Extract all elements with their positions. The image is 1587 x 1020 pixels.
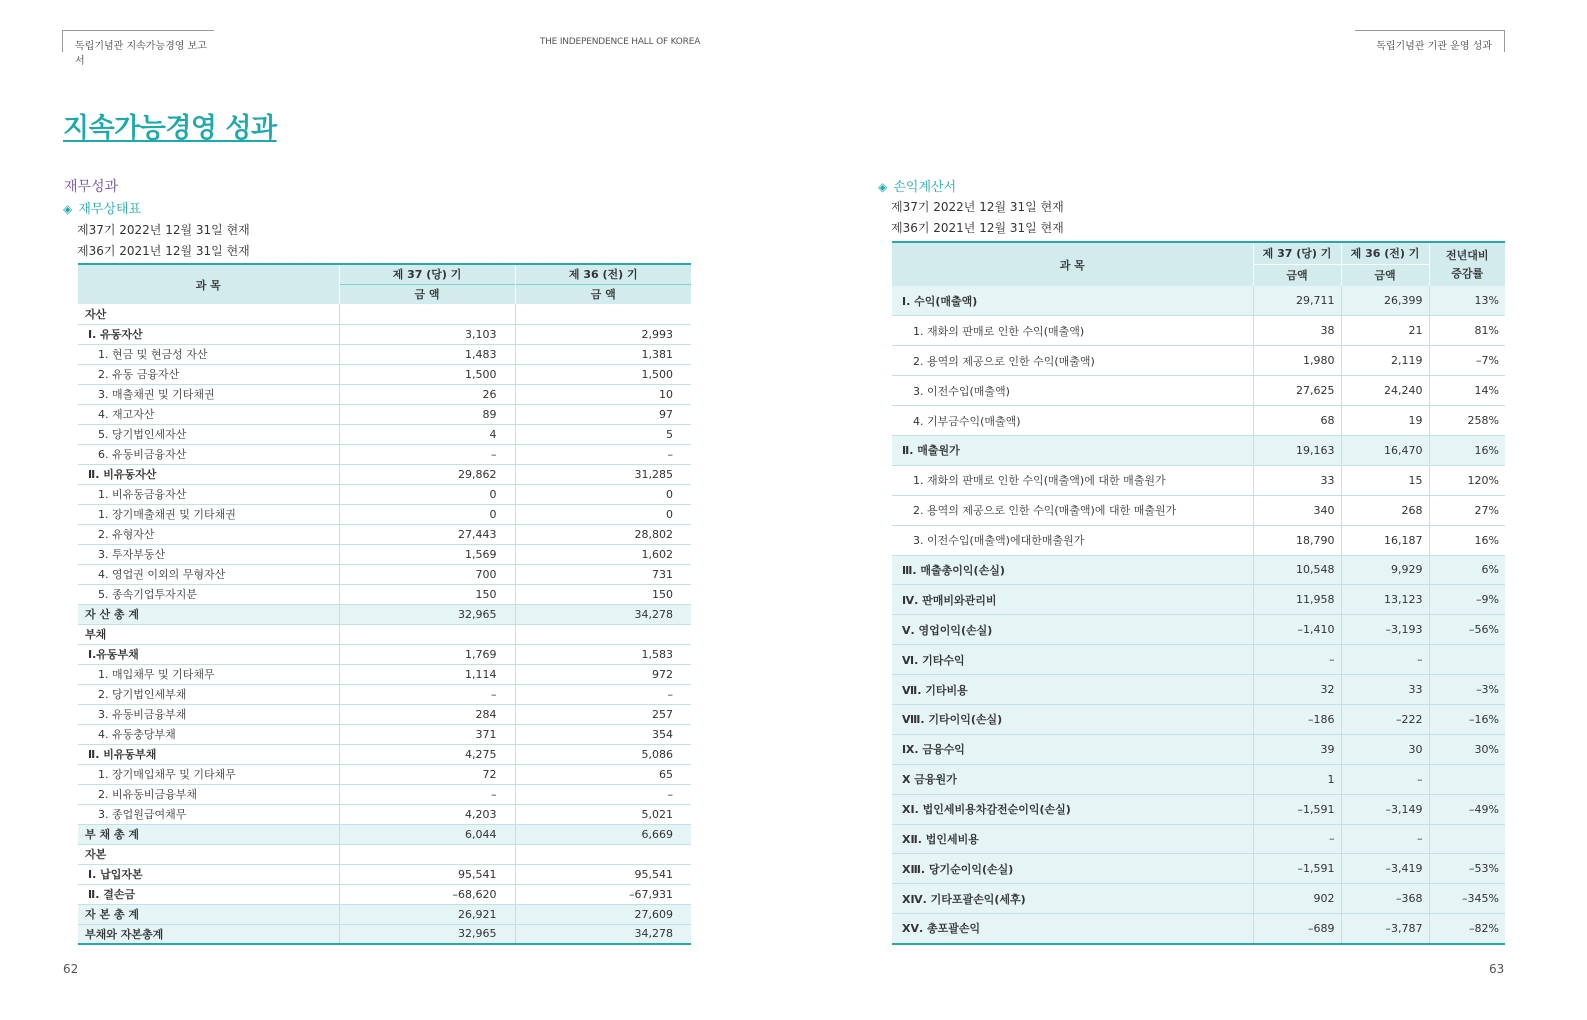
current-amount: 1,483	[339, 344, 515, 364]
header-center-title: THE INDEPENDENCE HALL OF KOREA	[539, 37, 701, 47]
row-label: 2. 용역의 제공으로 인한 수익(매출액)에 대한 매출원가	[892, 495, 1253, 525]
current-amount: 1	[1253, 764, 1341, 794]
row-label: 3. 이전수입(매출액)에대한매출원가	[892, 525, 1253, 555]
prior-amount: 97	[515, 404, 691, 424]
table-row	[78, 584, 691, 604]
table-row	[78, 784, 691, 804]
current-amount: 26,921	[339, 904, 515, 924]
row-label: Ⅵ. 기타수익	[892, 645, 1253, 675]
row-label: 부채	[78, 624, 339, 644]
table-row	[892, 794, 1505, 824]
prior-amount: –	[1341, 645, 1429, 675]
row-label: 4. 유동충당부채	[78, 724, 339, 744]
prior-amount: 6,669	[515, 824, 691, 844]
current-amount: 4,275	[339, 744, 515, 764]
current-amount: 902	[1253, 884, 1341, 914]
prior-amount: 5,086	[515, 744, 691, 764]
current-amount	[339, 304, 515, 324]
income-statement-date-current: 제37기 2022년 12월 31일 현재	[891, 200, 1064, 214]
table-row	[892, 914, 1505, 944]
diamond-icon: ◈	[63, 202, 73, 216]
table-row	[78, 464, 691, 484]
column-header-current-period: 제 37 (당) 기	[1253, 242, 1341, 264]
table-row	[78, 864, 691, 884]
row-label: Ⅱ. 결손금	[78, 884, 339, 904]
prior-amount: 972	[515, 664, 691, 684]
row-label: 3. 이전수입(매출액)	[892, 376, 1253, 406]
table-row	[892, 525, 1505, 555]
current-amount: 32,965	[339, 924, 515, 944]
prior-amount: –222	[1341, 704, 1429, 734]
table-row	[892, 615, 1505, 645]
table-row	[78, 424, 691, 444]
current-amount: –	[339, 784, 515, 804]
table-row	[892, 406, 1505, 436]
table-row	[892, 435, 1505, 465]
change-rate: 30%	[1429, 734, 1505, 764]
current-amount: 29,862	[339, 464, 515, 484]
prior-amount: 1,500	[515, 364, 691, 384]
prior-amount: 34,278	[515, 924, 691, 944]
current-amount: 371	[339, 724, 515, 744]
column-header-amount: 금액	[1253, 264, 1341, 286]
row-label: 5. 종속기업투자지분	[78, 584, 339, 604]
prior-amount: 28,802	[515, 524, 691, 544]
prior-amount: 24,240	[1341, 376, 1429, 406]
row-label: 자 산 총 계	[78, 604, 339, 624]
table-row	[892, 316, 1505, 346]
column-header-amount: 금 액	[339, 284, 515, 304]
row-label: Ⅴ. 영업이익(손실)	[892, 615, 1253, 645]
change-rate: –9%	[1429, 585, 1505, 615]
current-amount: 1,500	[339, 364, 515, 384]
row-label: Ⅲ. 매출총이익(손실)	[892, 555, 1253, 585]
current-amount: 10,548	[1253, 555, 1341, 585]
prior-amount: 2,119	[1341, 346, 1429, 376]
page-number-left: 62	[63, 962, 79, 976]
change-rate: 13%	[1429, 286, 1505, 316]
column-header-change-rate: 전년대비 증감률	[1429, 242, 1505, 286]
section-title: 재무성과	[64, 179, 119, 195]
current-amount: 0	[339, 504, 515, 524]
current-amount: 1,769	[339, 644, 515, 664]
current-amount: 32,965	[339, 604, 515, 624]
table-row	[892, 704, 1505, 734]
row-label: 4. 영업권 이외의 무형자산	[78, 564, 339, 584]
current-amount: –	[339, 684, 515, 704]
current-amount: 11,958	[1253, 585, 1341, 615]
row-label: 부채와 자본총계	[78, 924, 339, 944]
table-row	[892, 764, 1505, 794]
prior-amount: 268	[1341, 495, 1429, 525]
header-right-tab: 독립기념관 기관 운영 성과	[1355, 30, 1505, 52]
row-label: ⅩⅡ. 법인세비용	[892, 824, 1253, 854]
change-rate: –82%	[1429, 914, 1505, 944]
row-label: 3. 투자부동산	[78, 544, 339, 564]
balance-sheet-table	[78, 263, 691, 945]
current-amount: 95,541	[339, 864, 515, 884]
table-row	[78, 544, 691, 564]
row-label: 2. 용역의 제공으로 인한 수익(매출액)	[892, 346, 1253, 376]
change-rate: 120%	[1429, 465, 1505, 495]
table-row	[78, 404, 691, 424]
row-label: Ⅷ. 기타이익(손실)	[892, 704, 1253, 734]
change-rate: 27%	[1429, 495, 1505, 525]
row-label: 1. 장기매입채무 및 기타채무	[78, 764, 339, 784]
prior-amount: 27,609	[515, 904, 691, 924]
current-amount: 340	[1253, 495, 1341, 525]
row-label: 2. 유형자산	[78, 524, 339, 544]
current-amount: 38	[1253, 316, 1341, 346]
row-label: Ⅰ. 수익(매출액)	[892, 286, 1253, 316]
column-header-amount: 금액	[1341, 264, 1429, 286]
table-row	[892, 465, 1505, 495]
prior-amount: 2,993	[515, 324, 691, 344]
prior-amount: 5,021	[515, 804, 691, 824]
prior-amount: –3,149	[1341, 794, 1429, 824]
row-label: Ⅰ. 유동자산	[78, 324, 339, 344]
row-label: Ⅸ. 금융수익	[892, 734, 1253, 764]
prior-amount: 33	[1341, 675, 1429, 705]
prior-amount	[515, 624, 691, 644]
current-amount: 1,114	[339, 664, 515, 684]
row-label: Ⅱ. 매출원가	[892, 435, 1253, 465]
table-row	[78, 824, 691, 844]
table-row	[892, 734, 1505, 764]
current-amount: –1,591	[1253, 794, 1341, 824]
income-statement-table	[892, 241, 1505, 945]
current-amount: –186	[1253, 704, 1341, 734]
current-amount: 4	[339, 424, 515, 444]
current-amount: 18,790	[1253, 525, 1341, 555]
current-amount: –	[1253, 824, 1341, 854]
prior-amount: 5	[515, 424, 691, 444]
current-amount: 39	[1253, 734, 1341, 764]
table-row	[892, 346, 1505, 376]
current-amount: –1,591	[1253, 854, 1341, 884]
column-header-item: 과 목	[78, 264, 339, 304]
row-label: 1. 재화의 판매로 인한 수익(매출액)에 대한 매출원가	[892, 465, 1253, 495]
prior-amount: 257	[515, 704, 691, 724]
table-row	[892, 376, 1505, 406]
table-row	[78, 524, 691, 544]
prior-amount: 65	[515, 764, 691, 784]
current-amount: –1,410	[1253, 615, 1341, 645]
change-rate: –345%	[1429, 884, 1505, 914]
row-label: 자산	[78, 304, 339, 324]
row-label: 1. 현금 및 현금성 자산	[78, 344, 339, 364]
row-label: Ⅱ. 비유동자산	[78, 464, 339, 484]
current-amount: 150	[339, 584, 515, 604]
current-amount: –	[1253, 645, 1341, 675]
row-label: Ⅳ. 판매비와관리비	[892, 585, 1253, 615]
current-amount: 1,980	[1253, 346, 1341, 376]
prior-amount: –	[1341, 764, 1429, 794]
column-header-amount: 금 액	[515, 284, 691, 304]
table-row	[78, 384, 691, 404]
income-statement-title: ◈ 손익계산서	[878, 180, 957, 195]
prior-amount: 13,123	[1341, 585, 1429, 615]
change-rate: –49%	[1429, 794, 1505, 824]
table-row	[892, 555, 1505, 585]
column-header-current-period: 제 37 (당) 기	[339, 264, 515, 284]
table-row	[78, 884, 691, 904]
row-label: 4. 재고자산	[78, 404, 339, 424]
table-row	[78, 324, 691, 344]
table-row	[892, 495, 1505, 525]
current-amount: –689	[1253, 914, 1341, 944]
change-rate	[1429, 764, 1505, 794]
table-row	[78, 764, 691, 784]
table-row	[892, 645, 1505, 675]
row-label: Ⅹ 금융원가	[892, 764, 1253, 794]
row-label: 부 채 총 계	[78, 824, 339, 844]
table-row	[78, 684, 691, 704]
row-label: 5. 당기법인세자산	[78, 424, 339, 444]
change-rate: –56%	[1429, 615, 1505, 645]
row-label: Ⅰ.유동부채	[78, 644, 339, 664]
row-label: Ⅶ. 기타비용	[892, 675, 1253, 705]
current-amount: 3,103	[339, 324, 515, 344]
row-label: 3. 매출채권 및 기타채권	[78, 384, 339, 404]
prior-amount: 19	[1341, 406, 1429, 436]
prior-amount: 95,541	[515, 864, 691, 884]
table-row	[78, 844, 691, 864]
table-row	[892, 884, 1505, 914]
prior-amount: 30	[1341, 734, 1429, 764]
table-row	[78, 804, 691, 824]
prior-amount: 15	[1341, 465, 1429, 495]
header-left-tab: 독립기념관 지속가능경영 보고서	[62, 30, 214, 52]
table-row	[78, 704, 691, 724]
table-row	[892, 854, 1505, 884]
table-row	[78, 924, 691, 944]
table-row	[78, 724, 691, 744]
table-row	[892, 675, 1505, 705]
row-label: ⅩⅣ. 기타포괄손익(세후)	[892, 884, 1253, 914]
change-rate: 16%	[1429, 525, 1505, 555]
prior-amount: 1,381	[515, 344, 691, 364]
prior-amount	[515, 304, 691, 324]
current-amount	[339, 844, 515, 864]
current-amount	[339, 624, 515, 644]
balance-sheet-title: ◈ 재무상태표	[63, 202, 142, 217]
prior-amount: 150	[515, 584, 691, 604]
prior-amount: 31,285	[515, 464, 691, 484]
current-amount: 27,443	[339, 524, 515, 544]
prior-amount: 10	[515, 384, 691, 404]
row-label: 6. 유동비금융자산	[78, 444, 339, 464]
current-amount: 1,569	[339, 544, 515, 564]
prior-amount: –368	[1341, 884, 1429, 914]
row-label: Ⅱ. 비유동부채	[78, 744, 339, 764]
current-amount: 284	[339, 704, 515, 724]
prior-amount: –3,419	[1341, 854, 1429, 884]
row-label: 자 본 총 계	[78, 904, 339, 924]
prior-amount: 354	[515, 724, 691, 744]
income-statement-date-prior: 제36기 2021년 12월 31일 현재	[891, 221, 1064, 235]
row-label: ⅩⅢ. 당기순이익(손실)	[892, 854, 1253, 884]
prior-amount: 1,583	[515, 644, 691, 664]
change-rate: –7%	[1429, 346, 1505, 376]
prior-amount: –3,193	[1341, 615, 1429, 645]
current-amount: –	[339, 444, 515, 464]
column-header-item: 과 목	[892, 242, 1253, 286]
current-amount: 0	[339, 484, 515, 504]
prior-amount: 16,187	[1341, 525, 1429, 555]
row-label: 2. 당기법인세부채	[78, 684, 339, 704]
row-label: 1. 매입채무 및 기타채무	[78, 664, 339, 684]
prior-amount: 1,602	[515, 544, 691, 564]
current-amount: 26	[339, 384, 515, 404]
prior-amount: –67,931	[515, 884, 691, 904]
change-rate: –53%	[1429, 854, 1505, 884]
table-row	[78, 564, 691, 584]
prior-amount: 0	[515, 484, 691, 504]
prior-amount: –	[1341, 824, 1429, 854]
table-row	[892, 824, 1505, 854]
table-row	[78, 604, 691, 624]
page-title: 지속가능경영 성과	[63, 113, 277, 144]
table-row	[892, 585, 1505, 615]
change-rate	[1429, 645, 1505, 675]
current-amount: 33	[1253, 465, 1341, 495]
change-rate: 6%	[1429, 555, 1505, 585]
row-label: 자본	[78, 844, 339, 864]
table-row	[78, 904, 691, 924]
row-label: 1. 비유동금융자산	[78, 484, 339, 504]
prior-amount: 34,278	[515, 604, 691, 624]
diamond-icon: ◈	[878, 180, 888, 194]
prior-amount: 26,399	[1341, 286, 1429, 316]
current-amount: 6,044	[339, 824, 515, 844]
column-header-prior-period: 제 36 (전) 기	[1341, 242, 1429, 264]
prior-amount: –	[515, 684, 691, 704]
column-header-prior-period: 제 36 (전) 기	[515, 264, 691, 284]
balance-sheet-date-prior: 제36기 2021년 12월 31일 현재	[77, 244, 250, 258]
prior-amount: 731	[515, 564, 691, 584]
current-amount: 4,203	[339, 804, 515, 824]
change-rate: 16%	[1429, 435, 1505, 465]
row-label: 1. 장기매출채권 및 기타채권	[78, 504, 339, 524]
change-rate: 258%	[1429, 406, 1505, 436]
table-row	[78, 484, 691, 504]
table-row	[78, 624, 691, 644]
row-label: 4. 기부금수익(매출액)	[892, 406, 1253, 436]
current-amount: 32	[1253, 675, 1341, 705]
prior-amount: –	[515, 784, 691, 804]
table-row	[78, 364, 691, 384]
table-row	[78, 304, 691, 324]
change-rate: 81%	[1429, 316, 1505, 346]
change-rate: –3%	[1429, 675, 1505, 705]
prior-amount: 16,470	[1341, 435, 1429, 465]
current-amount: 72	[339, 764, 515, 784]
current-amount: 89	[339, 404, 515, 424]
table-row	[892, 286, 1505, 316]
row-label: ⅩⅤ. 총포괄손익	[892, 914, 1253, 944]
table-row	[78, 444, 691, 464]
row-label: 1. 재화의 판매로 인한 수익(매출액)	[892, 316, 1253, 346]
prior-amount	[515, 844, 691, 864]
change-rate: 14%	[1429, 376, 1505, 406]
table-row	[78, 344, 691, 364]
current-amount: –68,620	[339, 884, 515, 904]
current-amount: 27,625	[1253, 376, 1341, 406]
row-label: ⅩⅠ. 법인세비용차감전순이익(손실)	[892, 794, 1253, 824]
row-label: 2. 비유동비금융부채	[78, 784, 339, 804]
prior-amount: –3,787	[1341, 914, 1429, 944]
change-rate: –16%	[1429, 704, 1505, 734]
prior-amount: –	[515, 444, 691, 464]
current-amount: 700	[339, 564, 515, 584]
row-label: 3. 유동비금융부채	[78, 704, 339, 724]
current-amount: 29,711	[1253, 286, 1341, 316]
current-amount: 68	[1253, 406, 1341, 436]
prior-amount: 0	[515, 504, 691, 524]
table-row	[78, 744, 691, 764]
table-row	[78, 644, 691, 664]
prior-amount: 9,929	[1341, 555, 1429, 585]
page-number-right: 63	[1489, 962, 1505, 976]
change-rate	[1429, 824, 1505, 854]
row-label: Ⅰ. 납입자본	[78, 864, 339, 884]
row-label: 3. 종업원급여채무	[78, 804, 339, 824]
balance-sheet-date-current: 제37기 2022년 12월 31일 현재	[77, 223, 250, 237]
row-label: 2. 유동 금융자산	[78, 364, 339, 384]
current-amount: 19,163	[1253, 435, 1341, 465]
prior-amount: 21	[1341, 316, 1429, 346]
table-row	[78, 664, 691, 684]
table-row	[78, 504, 691, 524]
